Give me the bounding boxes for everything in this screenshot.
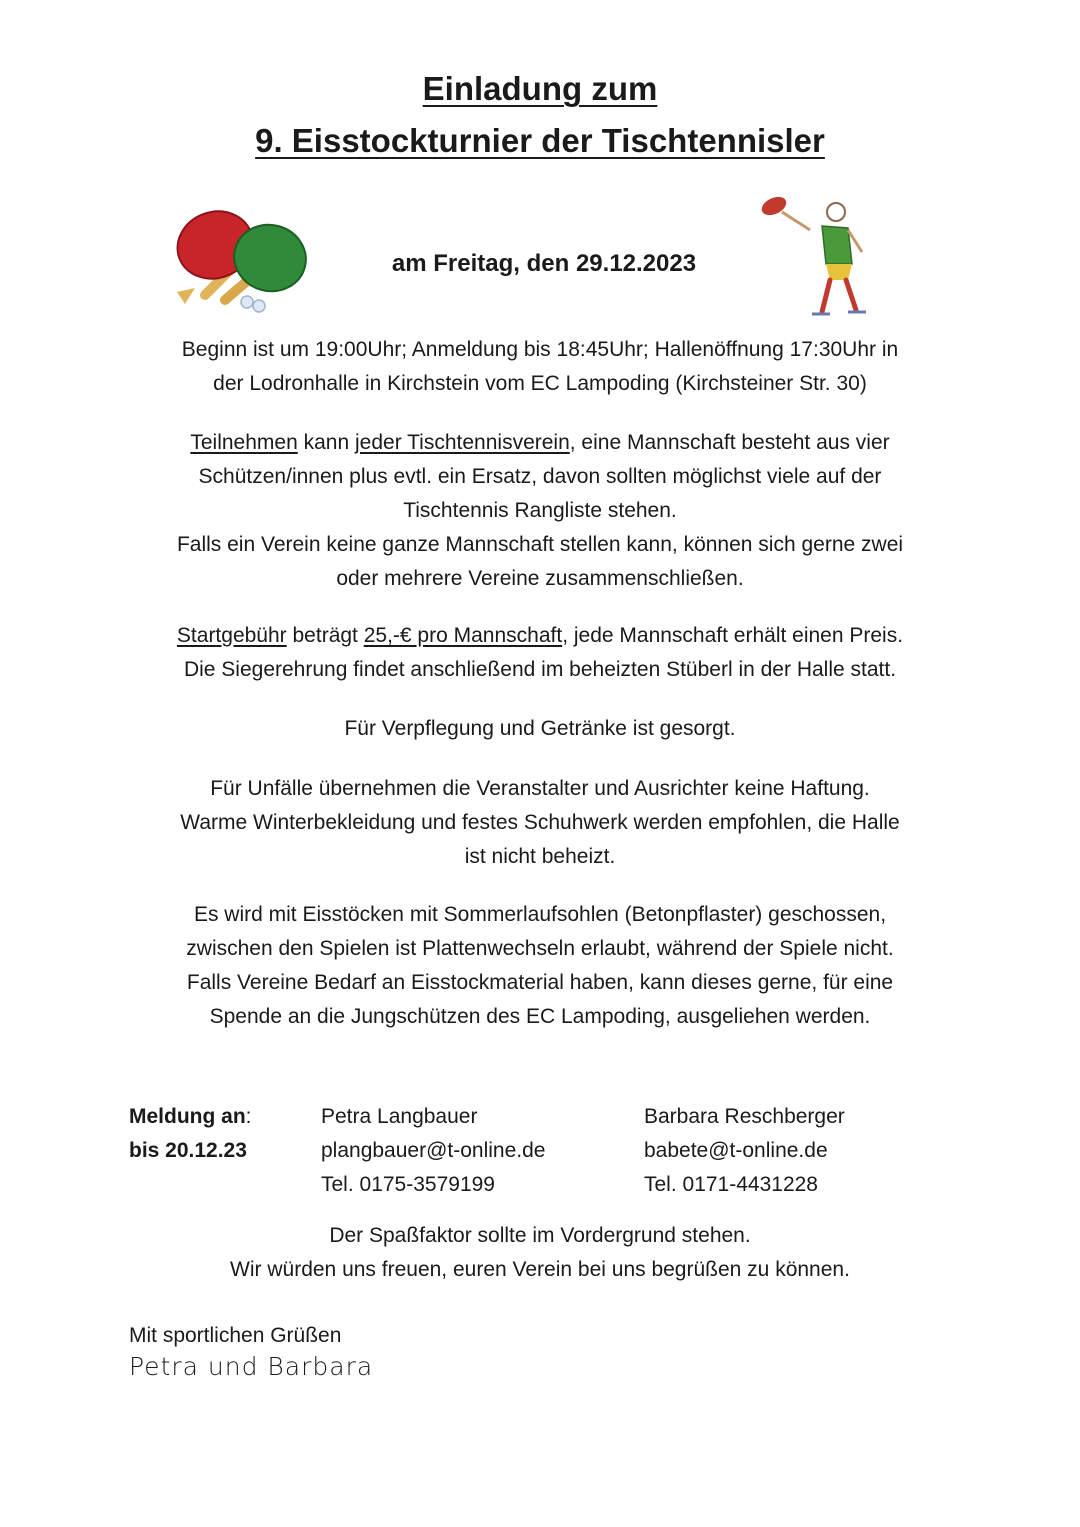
contact-name: Petra Langbauer (321, 1105, 478, 1128)
label-text: Meldung an (129, 1105, 246, 1128)
text-span: beträgt (286, 624, 364, 647)
paragraph-equipment (100, 898, 980, 1034)
text-span: , eine Mannschaft besteht aus vier (569, 431, 890, 454)
event-date: am Freitag, den 29.12.2023 (391, 250, 697, 277)
paragraph-liability (100, 772, 980, 874)
paragraph-participation (100, 426, 980, 596)
text-line: Die Siegerehrung findet anschließend im beheizten Stüberl in der Halle statt. (183, 658, 897, 681)
title-line-1: Einladung zum (422, 70, 658, 107)
text-line: Wir würden uns freuen, euren Verein bei uns begrüßen zu können. (230, 1258, 850, 1281)
text-line (100, 426, 980, 460)
paragraph-closing (100, 1219, 980, 1287)
text-line: Für Unfälle übernehmen die Veranstalter und Ausrichter keine Haftung. (210, 777, 870, 800)
table-tennis-player-icon (752, 190, 882, 320)
text-line: der Lodronhalle in Kirchstein vom EC Lampoding (Kirchsteiner Str. 30) (213, 372, 867, 395)
contact-person-1 (321, 1100, 545, 1202)
paragraph-start-info (100, 333, 980, 401)
contact-phone: Tel. 0175-3579199 (321, 1173, 495, 1196)
text-line: zwischen den Spielen ist Plattenwechseln erlaubt, während der Spiele nicht. (186, 937, 894, 960)
text-line (100, 619, 980, 653)
text-line: Falls Vereine Bedarf an Eisstockmaterial haben, kann dieses gerne, für eine (186, 971, 894, 994)
paragraph-fee (100, 619, 980, 687)
text-line: ist nicht beheizt. (464, 845, 616, 868)
contact-phone: Tel. 0171-4431228 (644, 1173, 818, 1196)
text-line: Warme Winterbekleidung und festes Schuhwerk werden empfohlen, die Halle (180, 811, 900, 834)
title-line-2: 9. Eisstockturnier der Tischtennisler (255, 122, 825, 159)
underlined-text: jeder Tischtennisverein (354, 431, 570, 454)
signature: Petra und Barbara (129, 1352, 374, 1381)
text-line: oder mehrere Vereine zusammenschließen. (336, 567, 744, 590)
registration-label-column (129, 1100, 252, 1168)
text-line: Der Spaßfaktor sollte im Vordergrund stehen. (329, 1224, 751, 1247)
underlined-text: 25,-€ pro Mannschaft (363, 624, 563, 647)
text-line: Beginn ist um 19:00Uhr; Anmeldung bis 18:45Uhr; Hallenöffnung 17:30Uhr in (181, 338, 899, 361)
contact-name: Barbara Reschberger (644, 1105, 845, 1128)
text-span: kann (297, 431, 355, 454)
text-line: Tischtennis Rangliste stehen. (403, 499, 677, 522)
paragraph-catering (100, 712, 980, 746)
underlined-text: Startgebühr (176, 624, 287, 647)
text-line: Schützen/innen plus evtl. ein Ersatz, davon sollten möglichst viele auf der (198, 465, 882, 488)
text-line: Für Verpflegung und Getränke ist gesorgt. (344, 717, 736, 740)
contact-person-2 (644, 1100, 845, 1202)
label-colon: : (245, 1105, 252, 1128)
underlined-text: Teilnehmen (190, 431, 298, 454)
text-line: Falls ein Verein keine ganze Mannschaft stellen kann, können sich gerne zwei (176, 533, 904, 556)
text-line: Spende an die Jungschützen des EC Lampoding, ausgeliehen werden. (209, 1005, 871, 1028)
registration-label (129, 1100, 252, 1134)
contact-email[interactable]: babete@t-online.de (644, 1139, 828, 1162)
greeting: Mit sportlichen Grüßen (129, 1324, 342, 1347)
text-line: Es wird mit Eisstöcken mit Sommerlaufsohlen (Betonpflaster) geschossen, (193, 903, 887, 926)
text-span: , jede Mannschaft erhält einen Preis. (562, 624, 904, 647)
registration-deadline: bis 20.12.23 (129, 1139, 247, 1162)
contact-email[interactable]: plangbauer@t-online.de (321, 1139, 546, 1162)
